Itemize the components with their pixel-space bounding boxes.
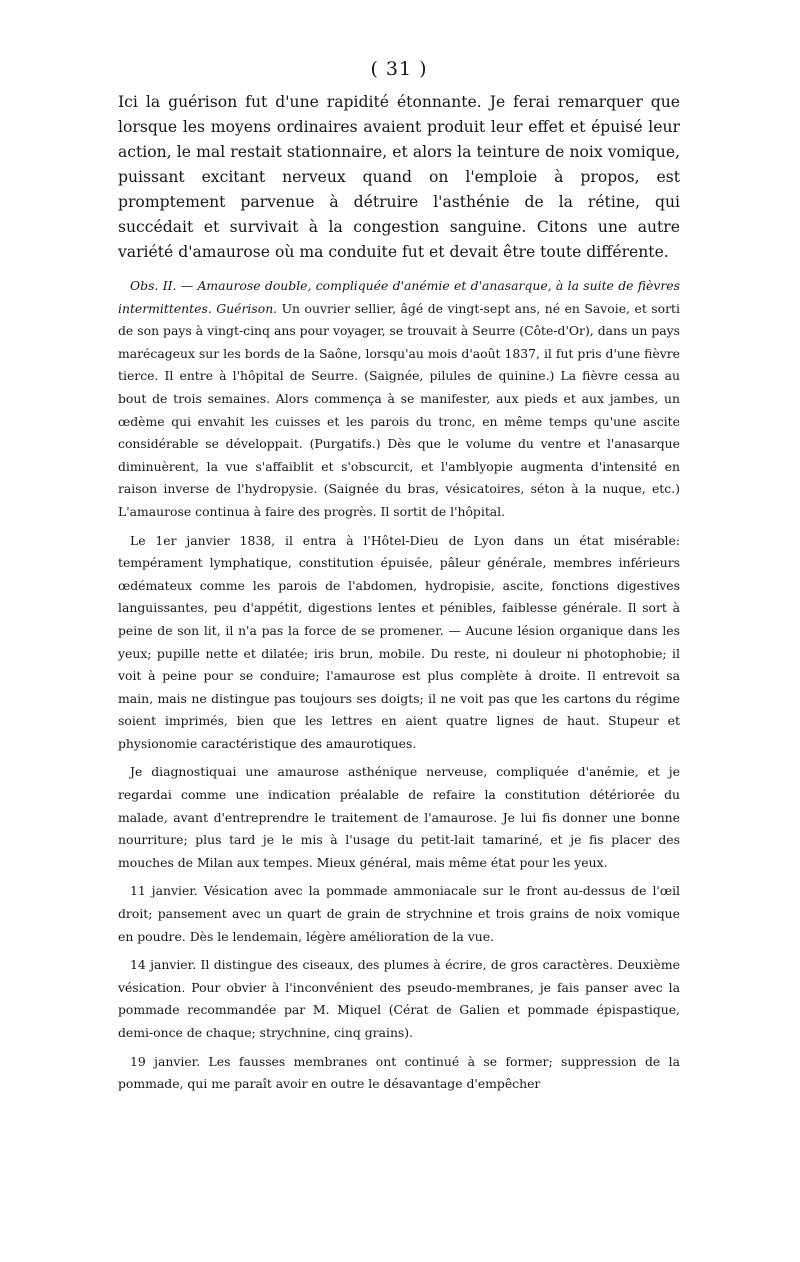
entry-jan-11: 11 janvier. Vésication avec la pommade ammoniacale sur le front au-dessus de l'œil droit; pansement avec un quart de grain de strychnine et trois grains de noix vomique en poudre. Dès le lendemain, légère amélioration de la vue. bbox=[118, 883, 680, 944]
entry-jan-19: 19 janvier. Les fausses membranes ont continué à se former; suppression de la pommade, qui me paraît avoir en outre le désavantage d'empêcher bbox=[118, 1053, 680, 1092]
admission-paragraph: Le 1er janvier 1838, il entra à l'Hôtel-Dieu de Lyon dans un état misérable: tempérament lymphatique, constitution épuisée, pâleur générale, membres inférieurs œdémateux comme les parois de l'abdomen, hydropisie, ascite, fonctions digestives languissantes, peu d'appétit, digestions lentes et pénibles, faiblesse générale. Il sort à peine de son lit, il n'a pas la force de se promener. — Aucune lésion organique dans les yeux; pupille nette et dilatée; iris brun, mobile. Du reste, ni douleur ni photophobie; il voit à peine pour se conduire; l'amaurose est plus complète à droite. Il entrevoit sa main, mais ne distingue pas toujours ses doigts; il ne voit pas que les cartons du régime soient imprimés, bien que les lettres en aient quatre lignes de haut. Stupeur et physionomie caractéristique des amaurotiques. bbox=[118, 532, 680, 751]
observation-title: Obs. II. — Amaurose double, compliquée d'anémie et d'anasarque, à la suite de fièvres intermittentes. Guérison. bbox=[118, 278, 680, 316]
page-number: ( 31 ) bbox=[370, 58, 428, 80]
intro-paragraph: Ici la guérison fut d'une rapidité étonnante. Je ferai remarquer que lorsque les moyens ordinaires avaient produit leur effet et épuisé leur action, le mal restait stationnaire, et alors la teinture de noix vomique, puissant excitant nerveux quand on l'emploie à propos, est promptement parvenue à détruire l'asthénie de la rétine, qui succédait et survivait à la congestion sanguine. Citons une autre variété d'amaurose où ma conduite fut et devait être toute différente. bbox=[118, 93, 680, 261]
book-page bbox=[118, 58, 680, 1102]
entry-jan-14: 14 janvier. Il distingue des ciseaux, des plumes à écrire, de gros caractères. Deuxième vésication. Pour obvier à l'inconvénient des pseudo-membranes, je fais panser avec la pommade recommandée par M. Miquel (Cérat de Galien et pommade épispastique, demi-once de chaque; strychnine, cinq grains). bbox=[118, 957, 680, 1040]
observation-text: Un ouvrier sellier, âgé de vingt-sept ans, né en Savoie, et sorti de son pays à vingt-cinq ans pour voyager, se trouvait à Seurre (Côte-d'Or), dans un pays marécageux sur les bords de la Saône, lorsqu'au mois d'août 1837, il fut pris d'une fièvre tierce. Il entre à l'hôpital de Seurre. (Saignée, pilules de quinine.) La fièvre cessa au bout de trois semaines. Alors commença à se manifester, aux pieds et aux jambes, un œdème qui envahit les cuisses et les parois du tronc, en même temps qu'une ascite considérable se développait. (Purgatifs.) Dès que le volume du ventre et l'anasarque diminuèrent, la vue s'affaiblit et s'obscurcit, et l'amblyopie augmenta d'intensité en raison inverse de l'hydropysie. (Saignée du bras, vésicatoires, séton à la nuque, etc.) L'amaurose continua à faire des progrès. Il sortit de l'hôpital. bbox=[118, 300, 680, 519]
observation-paragraph bbox=[118, 275, 680, 524]
diagnosis-paragraph: Je diagnostiquai une amaurose asthénique nerveuse, compliquée d'anémie, et je regardai comme une indication préalable de refaire la constitution détériorée du malade, avant d'entreprendre le traitement de l'amaurose. Je lui fis donner une bonne nourriture; plus tard je le mis à l'usage du petit-lait tamariné, et je fis placer des mouches de Milan aux tempes. Mieux général, mais même état pour les yeux. bbox=[118, 764, 680, 870]
